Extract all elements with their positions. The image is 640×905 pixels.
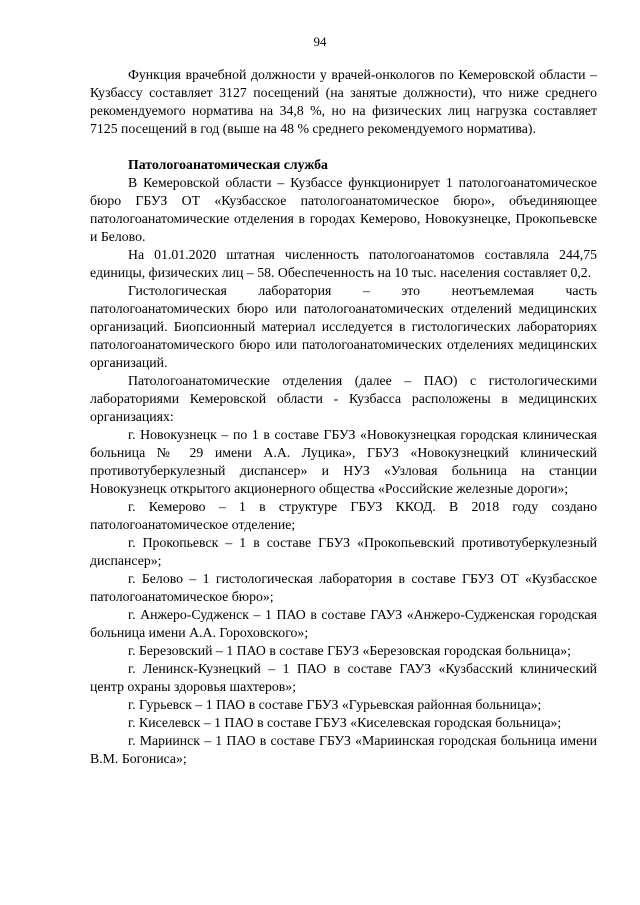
paragraph-pathology-bureau: В Кемеровской области – Кузбассе функционирует 1 патологоанатомическое бюро ГБУЗ ОТ «Кузбасское патологоанатомическое бюро», объединяющее патологоанатомические отделения в городах Кемерово, Новокузнецке, Прокопьевске и Белово. <box>90 175 597 244</box>
list-item-prokopyevsk: г. Прокопьевск – 1 в составе ГБУЗ «Прокопьевский противотуберкулезный диспансер»; <box>90 535 597 568</box>
list-item-belovo: г. Белово – 1 гистологическая лаборатория в составе ГБУЗ ОТ «Кузбасское патологоанатомическое бюро»; <box>90 571 597 604</box>
document-body <box>90 66 597 768</box>
paragraph-oncologist-workload: Функция врачебной должности у врачей-онкологов по Кемеровской области – Кузбассу составляет 3127 посещений (на занятые должности), что ниже среднего рекомендуемого норматива на 34,8 %, но на физических лиц нагрузка составляет 7125 посещений в год (выше на 48 % среднего рекомендуемого норматива). <box>90 67 597 136</box>
list-item-mariinsk: г. Мариинск – 1 ПАО в составе ГБУЗ «Мариинская городская больница имени В.М. Богониса»; <box>90 733 597 766</box>
paragraph-pao-intro: Патологоанатомические отделения (далее – ПАО) с гистологическими лабораториями Кемеровской области - Кузбасса расположены в медицинских организациях: <box>90 373 597 424</box>
list-item-berezovsky: г. Березовский – 1 ПАО в составе ГБУЗ «Березовская городская больница»; <box>128 643 571 658</box>
list-item-kiselevsk: г. Киселевск – 1 ПАО в составе ГБУЗ «Киселевская городская больница»; <box>128 715 562 730</box>
list-item-anzhero-sudzhensk: г. Анжеро-Судженск – 1 ПАО в составе ГАУЗ «Анжеро-Судженская городская больница имени А.А. Гороховского»; <box>90 607 597 640</box>
list-item-guryevsk: г. Гурьевск – 1 ПАО в составе ГБУЗ «Гурьевская районная больница»; <box>128 697 542 712</box>
paragraph-histology-lab: Гистологическая лаборатория – это неотъемлемая часть патологоанатомических бюро или патологоанатомических отделений медицинских организаций. Биопсионный материал исследуется в гистологических лабораториях патологоанатомического бюро или патологоанатомических отделениях медицинских организаций. <box>90 283 597 370</box>
list-item-leninsk-kuznetsky: г. Ленинск-Кузнецкий – 1 ПАО в составе ГАУЗ «Кузбасский клинический центр охраны здоровья шахтеров»; <box>90 661 597 694</box>
section-heading: Патологоанатомическая служба <box>128 157 328 172</box>
list-item-novokuznetsk: г. Новокузнецк – по 1 в составе ГБУЗ «Новокузнецкая городская клиническая больница № 29 имени А.А. Луцика», ГБУЗ «Новокузнецкий клинический противотуберкулезный диспансер» и НУЗ «Узловая больница на станции Новокузнецк открытого акционерного общества «Российские железные дороги»; <box>90 427 597 496</box>
list-item-kemerovo: г. Кемерово – 1 в структуре ГБУЗ ККОД. В 2018 году создано патологоанатомическое отделение; <box>90 499 597 532</box>
paragraph-staffing: На 01.01.2020 штатная численность патологоанатомов составляла 244,75 единицы, физических лиц – 58. Обеспеченность на 10 тыс. населения составляет 0,2. <box>90 247 597 280</box>
page-number: 94 <box>313 34 327 49</box>
